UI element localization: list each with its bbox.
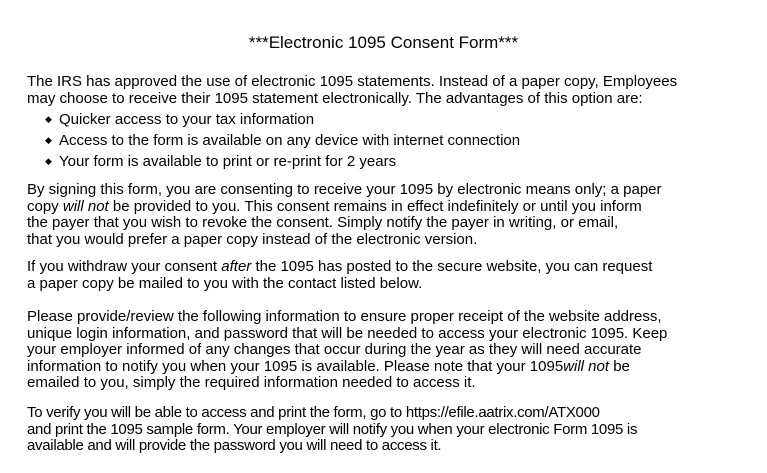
text-segment: information to notify you when your 1095 is available. Please note that your 1095 [27,357,564,375]
text-line [27,359,667,376]
text-segment: If you withdraw your consent [27,258,222,275]
bullet-icon: ◆ [45,135,52,145]
bullet-icon: ◆ [45,156,52,166]
list-item [45,109,520,130]
text-line [27,199,662,216]
sample-form-link[interactable]: https://efile.aatrix.com/ATX000 [405,404,600,421]
text-line: available and will provide the password you will need to access it. [27,437,442,454]
text-segment: be provided to you. This consent remains in effect indefinitely or until you inform [108,197,642,215]
text-line: By signing this form, you are consenting to receive your 1095 by electronic means only; a paper [27,181,662,198]
list-item [45,130,520,151]
text-segment: the 1095 has posted to the secure website, you can request [251,258,653,275]
bullet-icon: ◆ [45,114,52,124]
advantages-list [45,109,520,172]
consent-paragraph [27,182,662,248]
text-line: that you would prefer a paper copy instead of the electronic version. [27,230,478,248]
text-segment: be [609,357,630,375]
text-line: the payer that you wish to revoke the consent. Simply notify the payer in writing, or email, [27,214,619,231]
list-item-text: Access to the form is available on any device with internet connection [59,132,521,149]
page-title: ***Electronic 1095 Consent Form*** [248,33,519,52]
verify-paragraph [27,405,637,455]
info-paragraph [27,309,667,392]
text-line: emailed to you, simply the required information needed to access it. [27,374,476,391]
emphasis-text: will not [563,357,610,375]
list-item-text: Quicker access to your tax information [59,111,315,128]
text-line [27,259,652,276]
text-line: and print the 1095 sample form. Your employer will notify you when your electronic Form 1095 is [27,420,638,438]
text-line: The IRS has approved the use of electronic 1095 statements. Instead of a paper copy, Employees [27,73,678,90]
text-line [27,405,637,422]
text-line: unique login information, and password that will be needed to access your electronic 1095. Keep [27,324,668,342]
emphasis-text: after [221,258,252,275]
list-item-text: Your form is available to print or re-print for 2 years [59,153,397,170]
text-line: your employer informed of any changes that occur during the year as they will need accurate [27,341,642,358]
list-item [45,151,520,172]
text-segment: copy [27,197,63,215]
withdraw-paragraph [27,259,652,292]
intro-paragraph [27,74,677,107]
text-line: a paper copy be mailed to you with the contact listed below. [27,274,423,292]
text-line: Please provide/review the following information to ensure proper receipt of the website address, [27,308,662,325]
text-line: may choose to receive their 1095 statement electronically. The advantages of this option are: [27,89,643,107]
emphasis-text: will not [62,197,109,215]
text-segment: To verify you will be able to access and print the form, go to [27,404,406,421]
